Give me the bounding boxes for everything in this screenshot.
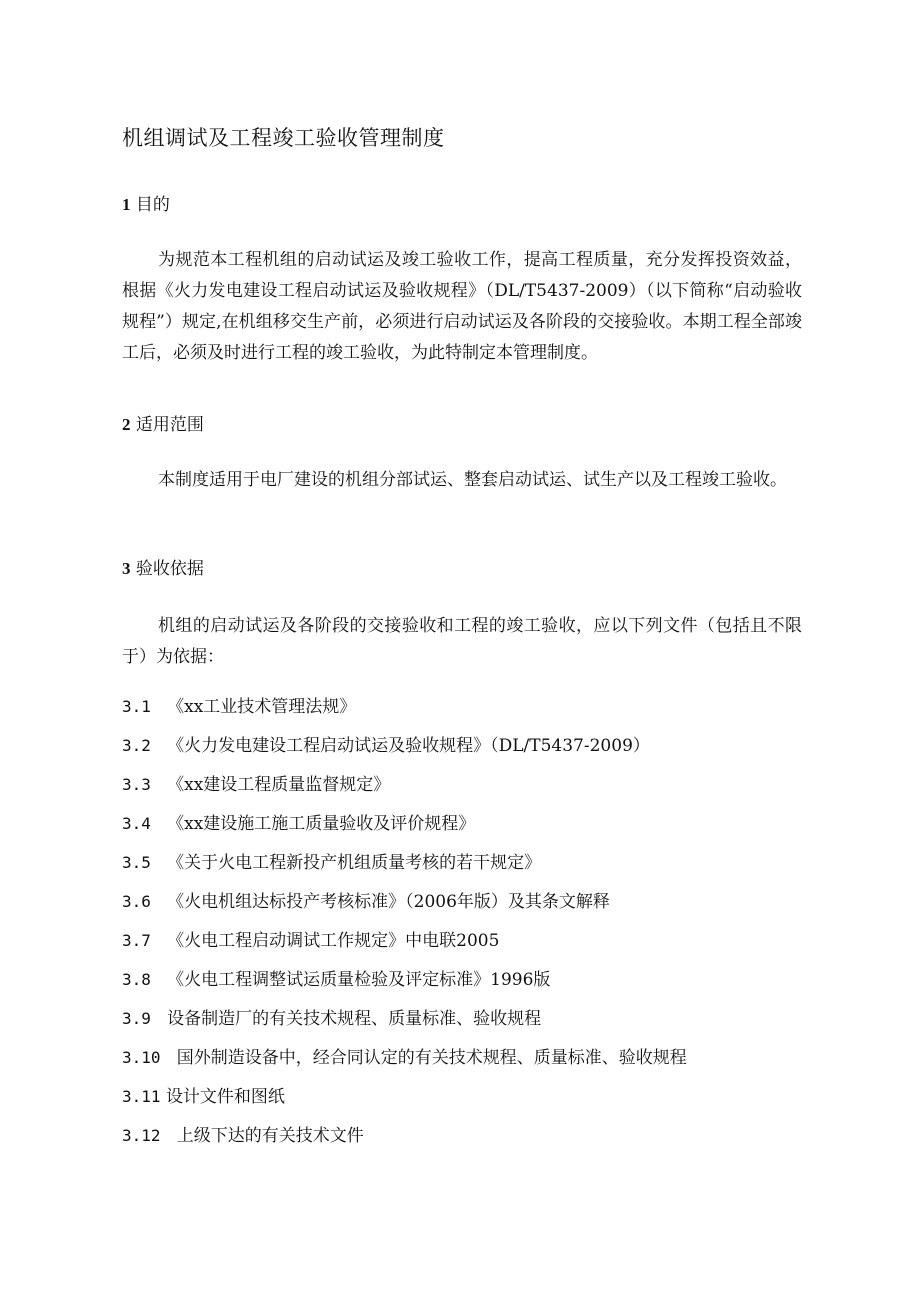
list-item-number: 3.5 [122,853,151,872]
list-item [122,1043,687,1068]
list-item-text: 《xx建设工程质量监督规定》 [167,775,391,795]
list-item-number: 3.11 [122,1087,161,1106]
list-item-number: 3.6 [122,892,151,911]
section-title: 目的 [135,195,170,215]
section-2-paragraph: 本制度适用于电厂建设的机组分部试运、整套启动试运、试生产以及工程竣工验收。 [158,470,787,490]
section-heading-3 [122,554,204,579]
section-heading-1 [122,190,170,215]
document-title: 机组调试及工程竣工验收管理制度 [122,126,445,150]
section-heading-2 [122,410,204,435]
list-item [122,731,650,756]
list-item [122,1004,541,1029]
list-item-text: 设计文件和图纸 [165,1087,285,1107]
list-item-text: 《火电工程启动调试工作规定》中电联2005 [167,931,500,951]
list-item [122,965,550,990]
list-item-number: 3.12 [122,1126,161,1145]
list-item-number: 3.1 [122,697,151,716]
list-item-number: 3.9 [122,1009,151,1028]
list-item [122,809,475,834]
list-item-text: 《关于火电工程新投产机组质量考核的若干规定》 [167,853,542,873]
list-item-number: 3.8 [122,970,151,989]
section-title: 适用范围 [135,415,204,435]
list-item-text: 设备制造厂的有关技术规程、质量标准、验收规程 [167,1009,542,1029]
list-item-text: 《xx工业技术管理法规》 [167,697,357,717]
list-item-text: 国外制造设备中，经合同认定的有关技术规程、质量标准、验收规程 [176,1048,687,1068]
section-number: 2 [122,415,131,434]
section-title: 验收依据 [135,559,204,579]
list-item [122,926,499,951]
list-item-text: 上级下达的有关技术文件 [176,1126,364,1146]
section-number: 1 [122,195,131,214]
list-item-text: 《火电机组达标投产考核标准》（2006年版）及其条文解释 [167,892,610,912]
list-item-number: 3.10 [122,1048,161,1067]
list-item-number: 3.2 [122,736,151,755]
list-item-text: 《火力发电建设工程启动试运及验收规程》（DL/T5437-2009） [167,736,650,756]
list-item-text: 《xx建设施工施工质量验收及评价规程》 [167,814,476,834]
section-1-paragraph: 为规范本工程机组的启动试运及竣工验收工作，提高工程质量，充分发挥投资效益，根据《火力发电建设工程启动试运及验收规程》（DL/T5437-2009）（以下简称“启动验收规程”）规定,在机组移交生产前，必须进行启动试运及各阶段的交接验收。本期工程全部竣工后，必须及时进行工程的竣工验收，为此特制定本管理制度。 [122,250,802,363]
list-item-number: 3.4 [122,814,151,833]
section-3-paragraph: 机组的启动试运及各阶段的交接验收和工程的竣工验收，应以下列文件（包括且不限于）为依据： [122,616,802,667]
list-item-text: 《火电工程调整试运质量检验及评定标准》1996版 [167,970,551,990]
list-item [122,1121,364,1146]
list-item [122,887,610,912]
list-item [122,1082,285,1107]
list-item [122,692,356,717]
list-item [122,848,541,873]
list-item-number: 3.3 [122,775,151,794]
list-item [122,770,390,795]
section-number: 3 [122,559,131,578]
list-item-number: 3.7 [122,931,151,950]
